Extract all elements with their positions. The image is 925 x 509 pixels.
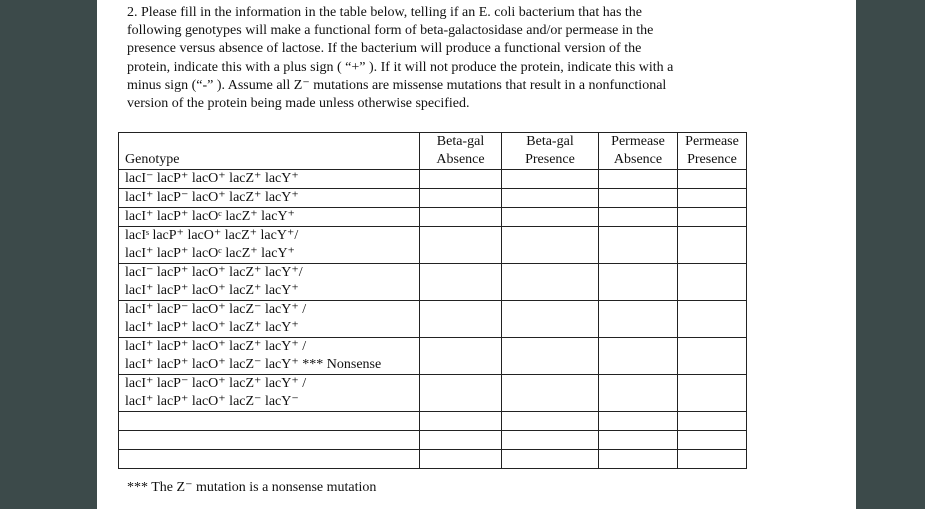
genotype-cell xyxy=(119,301,420,338)
answer-cell[interactable] xyxy=(420,450,502,469)
genotype-line: lacI⁻ lacP⁺ lacO⁺ lacZ⁺ lacY⁺/ xyxy=(125,265,303,280)
genotype-line: lacI⁻ lacP⁺ lacO⁺ lacZ⁺ lacY⁺ xyxy=(125,171,299,186)
genotype-line: lacI⁺ lacP⁺ lacO⁺ lacZ⁺ lacY⁺ / xyxy=(125,339,307,354)
answer-cell[interactable] xyxy=(502,338,599,375)
answer-cell[interactable] xyxy=(599,412,678,431)
genotype-line: lacI⁺ lacP⁻ lacO⁺ lacZ⁺ lacY⁺ xyxy=(125,190,299,205)
answer-cell[interactable] xyxy=(678,208,747,227)
genotype-cell xyxy=(119,375,420,412)
answer-cell[interactable] xyxy=(502,170,599,189)
genotype-cell xyxy=(119,431,420,450)
genotype-line: lacI⁺ lacP⁺ lacO⁺ lacZ⁺ lacY⁺ xyxy=(125,283,299,298)
genotype-cell xyxy=(119,450,420,469)
genotype-table xyxy=(118,132,747,469)
answer-cell[interactable] xyxy=(678,375,747,412)
answer-cell[interactable] xyxy=(502,189,599,208)
genotype-cell xyxy=(119,412,420,431)
document-page xyxy=(97,0,856,509)
genotype-cell xyxy=(119,338,420,375)
question-line: protein, indicate this with a plus sign ( “+” ). If it will not produce the protein, indicate this with a xyxy=(127,59,674,75)
answer-cell[interactable] xyxy=(678,170,747,189)
genotype-cell xyxy=(119,227,420,264)
question-line: following genotypes will make a functional form of beta-galactosidase and/or permease in the xyxy=(127,23,654,39)
question-line: minus sign (“-” ). Assume all Z⁻ mutations are missense mutations that result in a nonfunctional xyxy=(127,77,667,93)
answer-cell[interactable] xyxy=(420,189,502,208)
answer-cell[interactable] xyxy=(502,375,599,412)
genotype-line: lacI⁺ lacP⁻ lacO⁺ lacZ⁻ lacY⁺ / xyxy=(125,302,307,317)
table-row xyxy=(119,208,747,227)
answer-cell[interactable] xyxy=(599,431,678,450)
table-row xyxy=(119,264,747,301)
table-row xyxy=(119,338,747,375)
table-row xyxy=(119,301,747,338)
answer-cell[interactable] xyxy=(678,338,747,375)
answer-cell[interactable] xyxy=(420,208,502,227)
genotype-line: lacI⁺ lacP⁺ lacOᶜ lacZ⁺ lacY⁺ xyxy=(125,209,295,224)
question-line: version of the protein being made unless otherwise specified. xyxy=(127,96,470,112)
table-header-row xyxy=(119,133,747,170)
header-permease-absence: Permease Absence xyxy=(599,133,678,170)
answer-cell[interactable] xyxy=(678,227,747,264)
genotype-cell xyxy=(119,264,420,301)
header-permease-presence: Permease Presence xyxy=(678,133,747,170)
question-line: presence versus absence of lactose. If the bacterium will produce a functional version of the xyxy=(127,41,642,57)
genotype-cell xyxy=(119,208,420,227)
answer-cell[interactable] xyxy=(678,301,747,338)
header-genotype: Genotype xyxy=(119,133,420,170)
header-beta-gal-presence: Beta-gal Presence xyxy=(502,133,599,170)
answer-cell[interactable] xyxy=(678,189,747,208)
answer-cell[interactable] xyxy=(599,227,678,264)
genotype-line: lacI⁺ lacP⁺ lacOᶜ lacZ⁺ lacY⁺ xyxy=(125,246,295,261)
answer-cell[interactable] xyxy=(678,431,747,450)
table-row xyxy=(119,227,747,264)
table-row xyxy=(119,431,747,450)
genotype-cell xyxy=(119,170,420,189)
question-text xyxy=(127,4,767,113)
genotype-line: lacI⁺ lacP⁻ lacO⁺ lacZ⁺ lacY⁺ / xyxy=(125,376,307,391)
answer-cell[interactable] xyxy=(502,208,599,227)
genotype-cell xyxy=(119,189,420,208)
answer-cell[interactable] xyxy=(502,450,599,469)
answer-cell[interactable] xyxy=(599,375,678,412)
genotype-line: lacI⁺ lacP⁺ lacO⁺ lacZ⁻ lacY⁻ xyxy=(125,394,299,409)
answer-cell[interactable] xyxy=(420,338,502,375)
answer-cell[interactable] xyxy=(420,264,502,301)
answer-cell[interactable] xyxy=(420,431,502,450)
answer-cell[interactable] xyxy=(599,301,678,338)
table-row xyxy=(119,189,747,208)
answer-cell[interactable] xyxy=(599,170,678,189)
answer-cell[interactable] xyxy=(678,412,747,431)
answer-cell[interactable] xyxy=(599,264,678,301)
answer-cell[interactable] xyxy=(678,450,747,469)
answer-cell[interactable] xyxy=(420,375,502,412)
answer-cell[interactable] xyxy=(502,264,599,301)
answer-cell[interactable] xyxy=(420,412,502,431)
genotype-line: lacI⁺ lacP⁺ lacO⁺ lacZ⁺ lacY⁺ xyxy=(125,320,299,335)
header-beta-gal-absence: Beta-gal Absence xyxy=(420,133,502,170)
answer-cell[interactable] xyxy=(599,189,678,208)
answer-cell[interactable] xyxy=(502,431,599,450)
genotype-line: lacI⁺ lacP⁺ lacO⁺ lacZ⁻ lacY⁺ *** Nonsense xyxy=(125,357,382,372)
answer-cell[interactable] xyxy=(420,227,502,264)
answer-cell[interactable] xyxy=(420,301,502,338)
answer-cell[interactable] xyxy=(599,208,678,227)
footnote: *** The Z⁻ mutation is a nonsense mutation xyxy=(127,480,377,495)
answer-cell[interactable] xyxy=(502,412,599,431)
answer-cell[interactable] xyxy=(420,170,502,189)
question-line: 2. Please fill in the information in the table below, telling if an E. coli bacterium that has the xyxy=(127,5,643,20)
table-row xyxy=(119,170,747,189)
answer-cell[interactable] xyxy=(502,227,599,264)
answer-cell[interactable] xyxy=(502,301,599,338)
answer-cell[interactable] xyxy=(599,450,678,469)
table-row xyxy=(119,412,747,431)
answer-cell[interactable] xyxy=(599,338,678,375)
table-row xyxy=(119,375,747,412)
answer-cell[interactable] xyxy=(678,264,747,301)
genotype-line: lacIˢ lacP⁺ lacO⁺ lacZ⁺ lacY⁺/ xyxy=(125,228,299,243)
table-row xyxy=(119,450,747,469)
